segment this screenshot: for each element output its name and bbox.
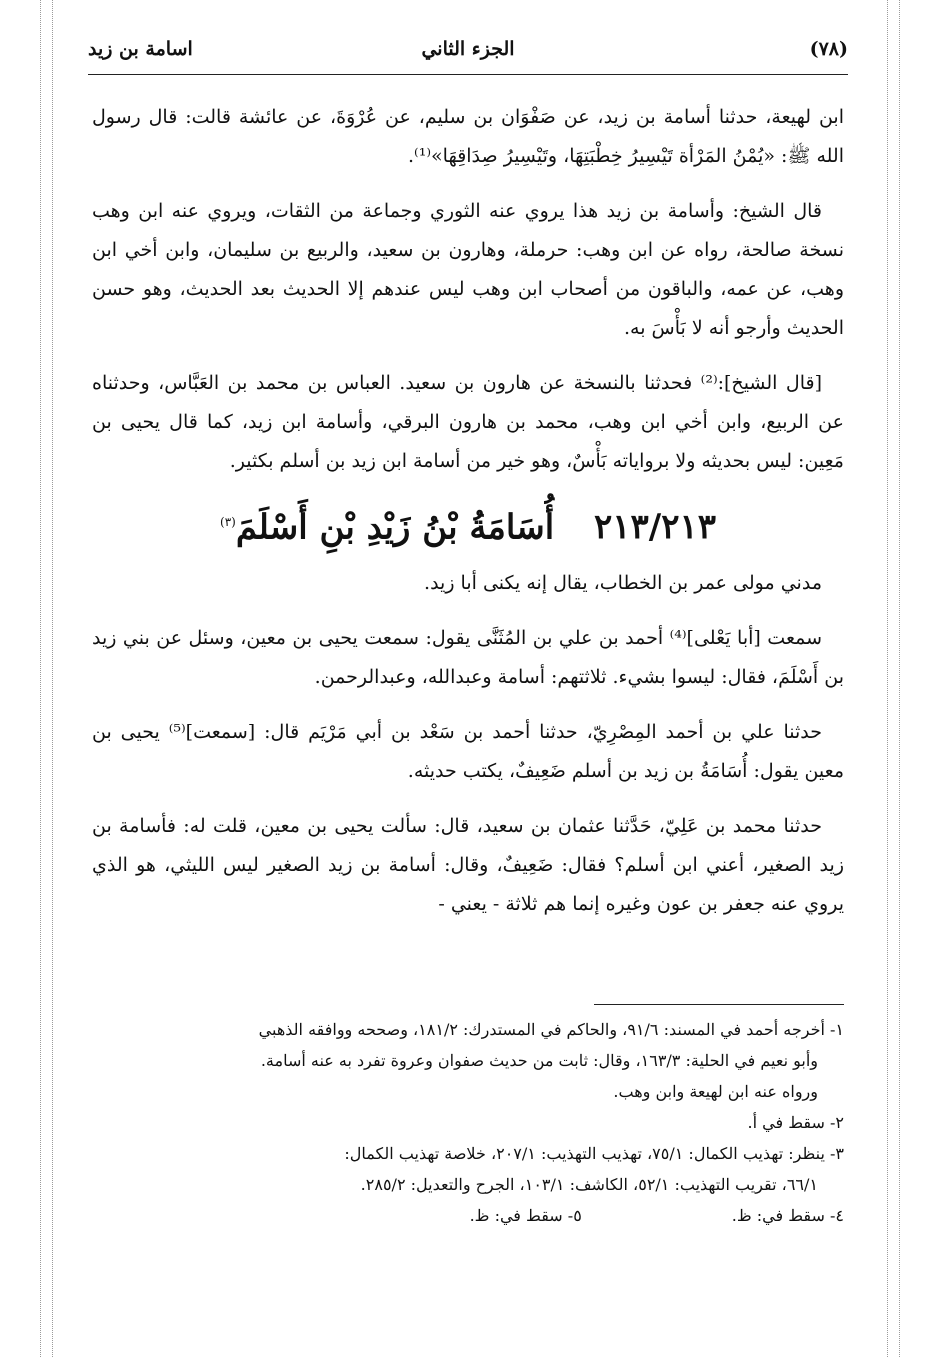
- paragraph-1: ابن لهيعة، حدثنا أسامة بن زيد، عن صَفْوَان بن سليم، عن عُرْوَةَ، عن عائشة قالت: قال رسول الله ﷺ: «يُمْنُ المَرْأة تَيْسِيرُ خِطْبَتِهَا، وتَيْسِيرُ صِدَاقِهَا»⁽¹⁾.: [92, 106, 844, 167]
- footnote-4: ٤- سقط في: ظ.: [731, 1206, 844, 1225]
- running-head: اسامة بن زيد: [88, 38, 193, 60]
- page-number: (٧٨): [809, 38, 848, 60]
- footnote-1-line-3: ورواه عنه ابن لهيعة وابن وهب.: [613, 1082, 818, 1101]
- footnote-1-line-2: وأبو نعيم في الحلية: ١٦٣/٣، وقال: ثابت من حديث صفوان وعروة تفرد به عنه أسامة.: [260, 1051, 818, 1070]
- main-text: [92, 98, 844, 940]
- left-margin-dots: [40, 0, 41, 1357]
- header-rule: [88, 74, 848, 75]
- entry-name: أُسَامَةُ بْنُ زَيْدِ بْنِ أَسْلَمَ: [235, 507, 555, 548]
- entry-heading: [92, 497, 844, 552]
- right-margin-dots: [899, 0, 900, 1357]
- footnote-3-line-2: ٦٦/١، تقريب التهذيب: ٥٢/١، الكاشف: ١٠٣/١، الجرح والتعديل: ٢٨٥/٢.: [360, 1175, 818, 1194]
- footnotes-4-5-row: [92, 1200, 844, 1231]
- paragraph-6: حدثنا علي بن أحمد المِصْرِيّ، حدثنا أحمد بن سَعْد بن أبي مَرْيَم قال: [سمعت]⁽⁵⁾ يحيى بن معين يقول: أُسَامَةُ بن زيد بن أسلم ضَعِيفٌ، يكتب حديثه.: [92, 721, 844, 783]
- entry-footnote-ref: (٣): [220, 515, 236, 529]
- paragraph-7: حدثنا محمد بن عَلِيّ، حَدَّثنا عثمان بن سعيد، قال: سألت يحيى بن معين، قلت له: فأسامة بن زيد الصغير، أعني ابن أسلم؟ فقال: ضَعِيفٌ، وقال: أسامة بن زيد الصغير ليس الليثي، هو الذي يروي عنه جعفر بن عون وغيره إنما هم ثلاثة - يعني -: [92, 815, 844, 916]
- footnote-1: ١- أخرجه أحمد في المسند: ٩١/٦، والحاكم في المستدرك: ١٨١/٢، وصححه ووافقه الذهبي: [258, 1020, 844, 1039]
- footnote-5: ٥- سقط في: ظ.: [469, 1206, 582, 1225]
- footnote-3: ٣- ينظر: تهذيب الكمال: ٧٥/١، تهذيب التهذيب: ٢٠٧/١، خلاصة تهذيب الكمال:: [344, 1144, 844, 1163]
- part-title: الجزء الثاني: [421, 38, 515, 60]
- page-header: [88, 38, 848, 74]
- paragraph-4: مدني مولى عمر بن الخطاب، يقال إنه يكنى أبا زيد.: [424, 572, 822, 595]
- footnotes: [92, 1014, 844, 1231]
- footnote-2: ٢- سقط في أ.: [747, 1113, 844, 1132]
- footnote-rule: [594, 1004, 844, 1005]
- paragraph-3: [قال الشيخ]:⁽²⁾ فحدثنا بالنسخة عن هارون بن سعيد. العباس بن محمد بن العَبَّاس، وحدثناه عن الربيع، وابن أخي ابن وهب، محمد بن هارون البرقي، وأسامة ابن زيد، كما قال يحيى بن مَعِين: ليس بحديثه ولا برواياته بَأْسٌ، وهو خير من أسامة ابن زيد بن أسلم بكثير.: [92, 372, 844, 472]
- paragraph-2: قال الشيخ: وأسامة بن زيد هذا يروي عنه الثوري وجماعة من الثقات، ويروي عنه ابن وهب نسخة صالحة، رواه عن ابن وهب: حرملة، وهارون بن سعيد، والربيع بن سليمان، وابن أخي ابن وهب، عن عمه، والباقون من أصحاب ابن وهب ليس عندهم إلا الحديث بعد الحديث، وهو حسن الحديث وأرجو أنه لا بَأْسَ به.: [92, 200, 844, 339]
- left-margin-dots-inner: [52, 0, 53, 1357]
- right-margin-dots-inner: [887, 0, 888, 1357]
- paragraph-5: سمعت [أبا يَعْلى]⁽⁴⁾ أحمد بن علي بن المُثَنَّى يقول: سمعت يحيى بن معين، وسئل عن بني زيد بن أَسْلَمَ، فقال: ليسوا بشيء. ثلاثتهم: أسامة وعبدالله، وعبدالرحمن.: [92, 627, 844, 689]
- entry-number: ٢١٣/٢١٣: [594, 507, 716, 548]
